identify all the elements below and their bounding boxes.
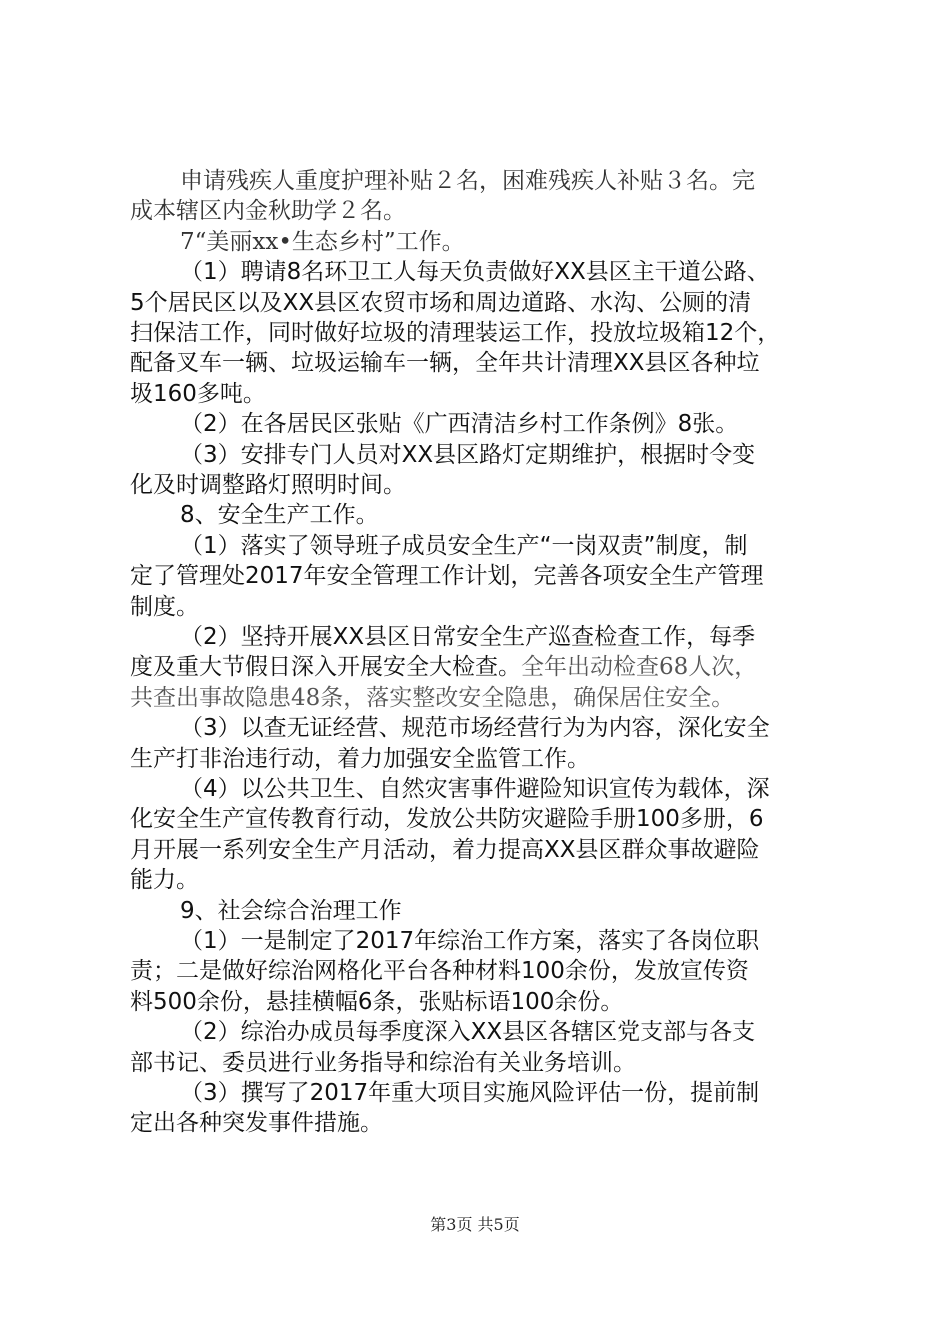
paragraph-line: 化安全生产宣传教育行动，发放公共防灾避险手册100多册，6 (130, 806, 764, 833)
paragraph-line (130, 652, 757, 682)
section-heading: 8、安全生产工作。 (180, 502, 379, 529)
paragraph-line: 能力。 (130, 867, 199, 894)
paragraph-line: 配备叉车一辆、垃圾运输车一辆，全年共计清理XX县区各种垃 (130, 350, 760, 377)
paragraph-line: （2）坚持开展XX县区日常安全生产巡查检查工作，每季 (180, 624, 756, 650)
paragraph-line: （1）一是制定了2017年综治工作方案，落实了各岗位职 (180, 928, 760, 954)
paragraph-line: 月开展一系列安全生产月活动，着力提高XX县区群众事故避险 (130, 836, 760, 863)
paragraph-line: （4）以公共卫生、自然灾害事件避险知识宣传为载体，深 (180, 776, 770, 802)
paragraph-text: 度及重大节假日深入开展安全大检查。 (130, 654, 521, 681)
paragraph-line: （3）以查无证经营、规范市场经营行为为内容，深化安全 (180, 715, 770, 742)
paragraph-line: 圾160多吨。 (130, 380, 266, 407)
paragraph-line: 化及时调整路灯照明时间。 (130, 472, 406, 498)
section-heading: 9、社会综合治理工作 (180, 897, 402, 924)
paragraph-line: （3）撰写了2017年重大项目实施风险评估一份，提前制 (180, 1080, 760, 1106)
paragraph-line: 扫保洁工作，同时做好垃圾的清理装运工作，投放垃圾箱12个， (130, 320, 781, 346)
paragraph-line: （3）安排专门人员对XX县区路灯定期维护，根据时令变 (180, 441, 756, 468)
paragraph-line: 共查出事故隐患48条，落实整改安全隐患，确保居住安全。 (130, 684, 735, 711)
paragraph-line: （2）综治办成员每季度深入XX县区各辖区党支部与各支 (180, 1019, 756, 1046)
page-footer: 第3页 共5页 (430, 1215, 520, 1234)
paragraph-line: 定出各种突发事件措施。 (130, 1110, 383, 1137)
paragraph-line: 制度。 (130, 593, 199, 620)
paragraph-line: （2）在各居民区张贴《广西清洁乡村工作条例》8张。 (180, 411, 739, 438)
section-heading: 7“美丽xx•生态乡村”工作。 (180, 228, 465, 255)
paragraph-line: 成本辖区内金秋助学２名。 (130, 198, 406, 225)
paragraph-text-light: 全年出动检查68人次， (521, 654, 758, 681)
paragraph-line: 生产打非治违行动，着力加强安全监管工作。 (130, 745, 590, 772)
paragraph-line: （1）聘请8名环卫工人每天负责做好XX县区主干道公路、 (180, 259, 770, 286)
paragraph-line: 责；二是做好综治网格化平台各种材料100余份，发放宣传资 (130, 958, 749, 985)
paragraph-line: 料500余份，悬挂横幅6条，张贴标语100余份。 (130, 988, 624, 1015)
paragraph-line: 申请残疾人重度护理补贴２名，困难残疾人补贴３名。完 (180, 168, 755, 194)
paragraph-line: （1）落实了领导班子成员安全生产“一岗双责”制度，制 (180, 532, 748, 559)
paragraph-line: 5个居民区以及XX县区农贸市场和周边道路、水沟、公厕的清 (130, 289, 752, 316)
paragraph-line: 部书记、委员进行业务指导和综治有关业务培训。 (130, 1049, 636, 1076)
paragraph-line: 定了管理处2017年安全管理工作计划，完善各项安全生产管理 (130, 563, 764, 590)
